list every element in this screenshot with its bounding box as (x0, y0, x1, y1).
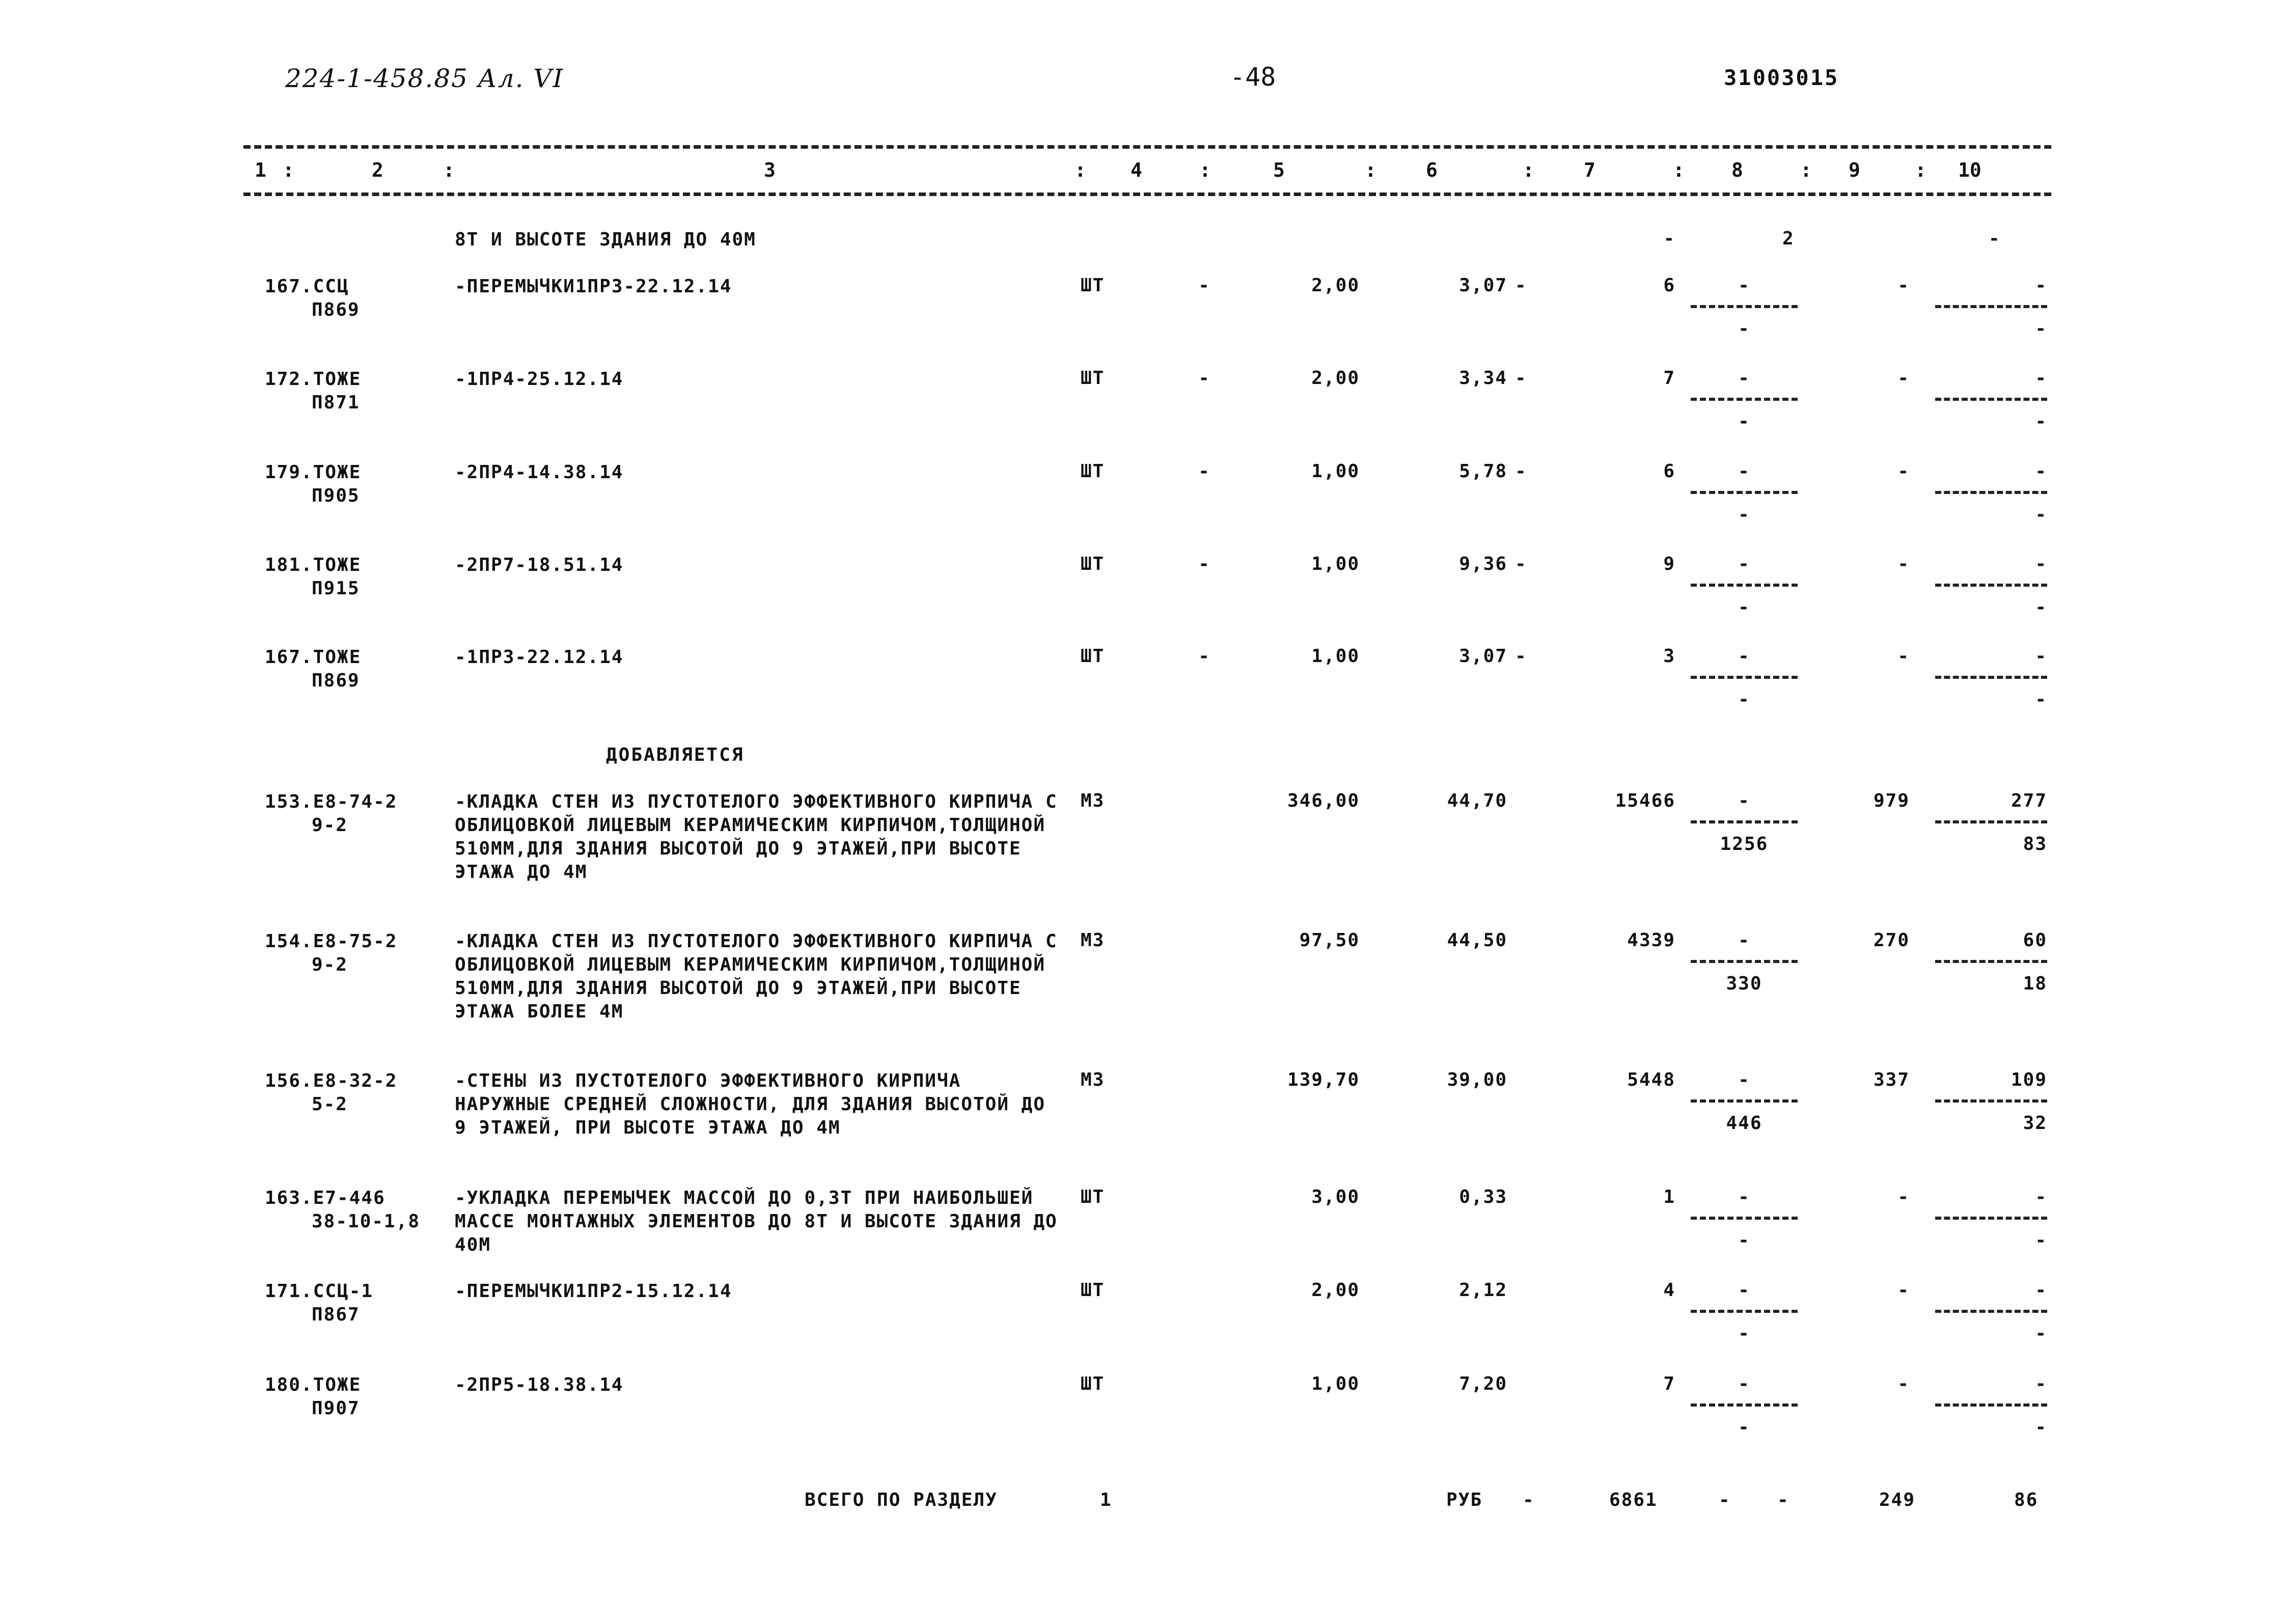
col-sep: : (1075, 159, 1086, 181)
row-unit: М3 (1081, 1069, 1105, 1090)
row-code-line1: 167.ССЦ (265, 276, 349, 297)
row-code (265, 275, 360, 322)
col-sep: : (1915, 159, 1926, 181)
row-col9: 979 (1873, 790, 1910, 811)
fraction-top: - (1738, 646, 1750, 667)
continuation-c8: - (1663, 228, 1675, 249)
total-label: ВСЕГО ПО РАЗДЕЛУ (805, 1490, 998, 1510)
fraction-top: - (1738, 461, 1750, 482)
row-quantity: 1,00 (1311, 646, 1360, 667)
row-unit-price: 9,36 (1459, 554, 1507, 574)
row-unit-price: 2,12 (1459, 1280, 1507, 1301)
row-total-cost: 7 (1663, 1373, 1675, 1394)
row-code-line2: 9-2 (312, 815, 348, 836)
row-fraction-col10 (1935, 1373, 2047, 1438)
col-sep: : (1673, 159, 1685, 181)
fraction-top: - (2035, 1280, 2047, 1301)
row-col9: - (1897, 461, 1910, 482)
row-price-dash: - (1515, 554, 1527, 574)
row-total-cost: 4339 (1627, 930, 1675, 951)
fraction-rule (1935, 1217, 2047, 1220)
row-code-line2: 38-10-1,8 (312, 1211, 421, 1232)
fraction-rule (1691, 960, 1798, 963)
row-description: -ПЕРЕМЫЧКИ1ПР3-22.12.14 (455, 276, 732, 297)
row-unit-price: 3,07 (1459, 646, 1507, 667)
row-unit: ШТ (1081, 1373, 1105, 1394)
row-code-line2: П869 (312, 670, 360, 691)
col-num-1: 1 (255, 159, 266, 181)
row-description: -2ПР5-18.38.14 (455, 1374, 624, 1395)
row-code (265, 1069, 397, 1116)
fraction-top: - (1738, 1069, 1750, 1090)
row-quantity: 1,00 (1311, 554, 1360, 574)
fraction-top: 60 (2023, 930, 2047, 951)
row-price-dash: - (1515, 646, 1527, 667)
row-quantity: 3,00 (1311, 1187, 1360, 1207)
row-col5: - (1198, 461, 1210, 482)
row-unit: ШТ (1081, 554, 1105, 574)
continuation-c11: - (1989, 228, 2001, 249)
col-num-10: 10 (1958, 159, 1981, 181)
fraction-top: - (1738, 275, 1750, 296)
row-code-line2: 9-2 (312, 954, 348, 975)
fraction-rule (1935, 820, 2047, 823)
fraction-rule (1691, 1310, 1798, 1313)
row-code (265, 790, 397, 837)
row-fraction-col8 (1681, 368, 1808, 432)
row-code-line1: 179.ТОЖЕ (265, 462, 362, 483)
row-col9: - (1897, 368, 1910, 389)
fraction-top: - (1738, 790, 1750, 811)
fraction-bottom: 1256 (1720, 834, 1769, 855)
fraction-bottom: - (2035, 411, 2047, 432)
row-fraction-col10 (1935, 930, 2047, 994)
fraction-top: - (1738, 1187, 1750, 1207)
row-code (265, 646, 361, 693)
fraction-rule (1935, 676, 2047, 679)
row-fraction-col10 (1935, 1187, 2047, 1251)
col-sep: : (1199, 159, 1211, 181)
row-unit-price: 7,20 (1459, 1373, 1507, 1394)
col-num-3: 3 (764, 159, 776, 181)
fraction-bottom: - (2035, 597, 2047, 618)
continuation-c9: 2 (1782, 228, 1795, 249)
row-unit: ШТ (1081, 275, 1105, 296)
row-col9: - (1897, 275, 1910, 296)
row-code (265, 1280, 373, 1327)
row-description: -1ПР4-25.12.14 (455, 369, 624, 390)
col-num-2: 2 (372, 159, 383, 181)
row-code-line1: 181.ТОЖЕ (265, 555, 362, 575)
row-fraction-col8 (1681, 275, 1808, 339)
document-code: 31003015 (1724, 65, 1839, 90)
row-fraction-col8 (1681, 1280, 1808, 1344)
col-sep: : (283, 159, 294, 181)
row-unit: ШТ (1081, 368, 1105, 389)
fraction-rule (1935, 398, 2047, 401)
row-unit-price: 3,07 (1459, 275, 1507, 296)
row-fraction-col8 (1681, 554, 1808, 618)
row-col5: - (1198, 275, 1210, 296)
total-c10: 249 (1879, 1490, 1916, 1510)
fraction-top: - (1738, 1373, 1750, 1394)
row-quantity: 139,70 (1287, 1069, 1360, 1090)
col-num-4: 4 (1131, 159, 1142, 181)
section-added-title: ДОБАВЛЯЕТСЯ (606, 745, 745, 765)
fraction-rule (1935, 960, 2047, 963)
fraction-top: - (2035, 1373, 2047, 1394)
row-description: -КЛАДКА СТЕН ИЗ ПУСТОТЕЛОГО ЭФФЕКТИВНОГО КИРПИЧА С ОБЛИЦОВКОЙ ЛИЦЕВЫМ КЕРАМИЧЕСКИМ КИРПИЧОМ,ТОЛЩИНОЙ 510ММ,ДЛЯ ЗДАНИЯ ВЫСОТОЙ ДО 9 ЭТАЖЕЙ,ПРИ ВЫСОТЕ ЭТАЖА ДО 4М (455, 791, 1058, 883)
document-designation: 224-1-458.85 Ал. VI (285, 64, 564, 93)
fraction-top: - (1738, 368, 1750, 389)
fraction-rule (1691, 1217, 1798, 1220)
col-num-7: 7 (1584, 159, 1595, 181)
fraction-rule (1691, 305, 1798, 308)
row-description: -2ПР7-18.51.14 (455, 555, 624, 575)
fraction-bottom: - (2035, 1230, 2047, 1251)
fraction-rule (1935, 1099, 2047, 1103)
fraction-bottom: - (1738, 411, 1750, 432)
row-fraction-col10 (1935, 646, 2047, 710)
col-num-5: 5 (1273, 159, 1285, 181)
row-fraction-col8 (1681, 1069, 1808, 1134)
row-code-line1: 153.Е8-74-2 (265, 791, 398, 812)
row-col5: - (1198, 646, 1210, 667)
row-description: -1ПР3-22.12.14 (455, 647, 624, 668)
col-sep: : (1523, 159, 1534, 181)
fraction-rule (1691, 398, 1798, 401)
row-price-dash: - (1515, 461, 1527, 482)
row-code-line2: П907 (312, 1398, 360, 1419)
row-quantity: 2,00 (1311, 1280, 1360, 1301)
row-fraction-col8 (1681, 646, 1808, 710)
row-code (265, 368, 361, 415)
row-unit-price: 44,50 (1447, 930, 1507, 951)
row-col9: - (1897, 554, 1910, 574)
row-code (265, 1187, 420, 1233)
page-number: -48 (1230, 62, 1276, 92)
fraction-rule (1691, 1099, 1798, 1103)
row-description: -ПЕРЕМЫЧКИ1ПР2-15.12.14 (455, 1281, 732, 1302)
row-code-line2: П915 (312, 578, 360, 599)
row-quantity: 1,00 (1311, 461, 1360, 482)
row-fraction-col8 (1681, 1187, 1808, 1251)
row-unit: ШТ (1081, 646, 1105, 667)
row-code-line1: 163.Е7-446 (265, 1188, 386, 1208)
row-total-cost: 5448 (1627, 1069, 1675, 1090)
row-fraction-col10 (1935, 275, 2047, 339)
row-description: -КЛАДКА СТЕН ИЗ ПУСТОТЕЛОГО ЭФФЕКТИВНОГО КИРПИЧА С ОБЛИЦОВКОЙ ЛИЦЕВЫМ КЕРАМИЧЕСКИМ КИРПИЧОМ,ТОЛЩИНОЙ 510ММ,ДЛЯ ЗДАНИЯ ВЫСОТОЙ ДО 9 ЭТАЖЕЙ,ПРИ ВЫСОТЕ ЭТАЖА БОЛЕЕ 4М (455, 931, 1058, 1022)
row-code-line1: 156.Е8-32-2 (265, 1070, 398, 1091)
total-unit: РУБ (1446, 1490, 1483, 1510)
row-code-line1: 171.ССЦ-1 (265, 1281, 374, 1302)
row-quantity: 2,00 (1311, 275, 1360, 296)
fraction-rule (1691, 820, 1798, 823)
row-fraction-col8 (1681, 1373, 1808, 1438)
fraction-top: - (2035, 368, 2047, 389)
row-unit-price: 3,34 (1459, 368, 1507, 389)
fraction-bottom: - (1738, 689, 1750, 710)
col-num-8: 8 (1731, 159, 1743, 181)
row-fraction-col8 (1681, 790, 1808, 855)
row-code-line1: 154.Е8-75-2 (265, 931, 398, 952)
row-total-cost: 9 (1663, 554, 1675, 574)
fraction-top: - (1738, 554, 1750, 574)
fraction-rule (1935, 584, 2047, 587)
row-quantity: 346,00 (1287, 790, 1360, 811)
fraction-top: - (1738, 1280, 1750, 1301)
fraction-rule (1691, 491, 1798, 494)
fraction-rule (1691, 584, 1798, 587)
row-code-line1: 172.ТОЖЕ (265, 369, 362, 390)
fraction-bottom: - (1738, 504, 1750, 525)
fraction-bottom: 446 (1726, 1113, 1763, 1134)
fraction-bottom: - (2035, 318, 2047, 339)
fraction-top: - (1738, 930, 1750, 951)
fraction-bottom: - (2035, 689, 2047, 710)
fraction-rule (1935, 491, 2047, 494)
fraction-bottom: 18 (2023, 973, 2047, 994)
row-price-dash: - (1515, 275, 1527, 296)
total-dash: - (1523, 1490, 1535, 1510)
total-dash: - (1777, 1490, 1790, 1510)
row-total-cost: 1 (1663, 1187, 1675, 1207)
row-col9: 337 (1873, 1069, 1910, 1090)
fraction-top: - (2035, 275, 2047, 296)
row-unit-price: 39,00 (1447, 1069, 1507, 1090)
row-col9: 270 (1873, 930, 1910, 951)
row-total-cost: 6 (1663, 275, 1675, 296)
row-total-cost: 3 (1663, 646, 1675, 667)
row-code-line1: 180.ТОЖЕ (265, 1374, 362, 1395)
col-sep: : (1365, 159, 1376, 181)
fraction-rule (1935, 1310, 2047, 1313)
total-col4: 1 (1100, 1490, 1112, 1510)
row-fraction-col10 (1935, 790, 2047, 855)
row-code-line2: П867 (312, 1304, 360, 1325)
total-c11: 86 (2014, 1490, 2039, 1510)
row-unit-price: 0,33 (1459, 1187, 1507, 1207)
row-code-line2: П905 (312, 485, 360, 506)
row-unit-price: 44,70 (1447, 790, 1507, 811)
row-description: -УКЛАДКА ПЕРЕМЫЧЕК МАССОЙ ДО 0,3Т ПРИ НАИБОЛЬШЕЙ МАССЕ МОНТАЖНЫХ ЭЛЕМЕНТОВ ДО 8Т И ВЫСОТЕ ЗДАНИЯ ДО 40М (455, 1188, 1058, 1255)
fraction-bottom: - (1738, 318, 1750, 339)
row-unit: ШТ (1081, 1280, 1105, 1301)
row-code (265, 1373, 361, 1420)
row-unit: ШТ (1081, 1187, 1105, 1207)
row-col5: - (1198, 554, 1210, 574)
row-quantity: 97,50 (1299, 930, 1360, 951)
row-unit: М3 (1081, 790, 1105, 811)
col-num-9: 9 (1849, 159, 1860, 181)
col-num-6: 6 (1426, 159, 1438, 181)
row-code-line2: 5-2 (312, 1094, 348, 1115)
fraction-top: - (2035, 646, 2047, 667)
row-unit-price: 5,78 (1459, 461, 1507, 482)
total-dash: - (1719, 1490, 1731, 1510)
fraction-top: - (2035, 1187, 2047, 1207)
row-fraction-col10 (1935, 1069, 2047, 1134)
fraction-bottom: 330 (1726, 973, 1763, 994)
row-unit: ШТ (1081, 461, 1105, 482)
row-fraction-col10 (1935, 368, 2047, 432)
row-quantity: 1,00 (1311, 1373, 1360, 1394)
row-fraction-col10 (1935, 1280, 2047, 1344)
fraction-rule (1935, 1403, 2047, 1407)
fraction-bottom: 83 (2023, 834, 2047, 855)
row-description: -2ПР4-14.38.14 (455, 462, 624, 483)
continuation-text: 8Т И ВЫСОТЕ ЗДАНИЯ ДО 40М (455, 229, 756, 250)
row-col5: - (1198, 368, 1210, 389)
row-total-cost: 7 (1663, 368, 1675, 389)
row-col9: - (1897, 1280, 1910, 1301)
header-rule-top (243, 145, 2051, 149)
total-sum: 6861 (1609, 1490, 1658, 1510)
row-price-dash: - (1515, 368, 1527, 389)
row-code (265, 930, 397, 977)
col-sep: : (443, 159, 455, 181)
fraction-rule (1935, 305, 2047, 308)
header-rule-bottom (243, 192, 2051, 196)
col-sep: : (1800, 159, 1812, 181)
fraction-bottom: - (1738, 597, 1750, 618)
row-col9: - (1897, 1373, 1910, 1394)
row-fraction-col10 (1935, 554, 2047, 618)
fraction-bottom: - (1738, 1230, 1750, 1251)
fraction-bottom: - (2035, 1323, 2047, 1344)
row-total-cost: 6 (1663, 461, 1675, 482)
fraction-top: - (2035, 461, 2047, 482)
fraction-top: 277 (2011, 790, 2047, 811)
row-total-cost: 4 (1663, 1280, 1675, 1301)
row-description: -СТЕНЫ ИЗ ПУСТОТЕЛОГО ЭФФЕКТИВНОГО КИРПИЧА НАРУЖНЫЕ СРЕДНЕЙ СЛОЖНОСТИ, ДЛЯ ЗДАНИЯ ВЫСОТОЙ ДО 9 ЭТАЖЕЙ, ПРИ ВЫСОТЕ ЭТАЖА ДО 4М (455, 1070, 1046, 1138)
row-total-cost: 15466 (1615, 790, 1675, 811)
row-quantity: 2,00 (1311, 368, 1360, 389)
fraction-bottom: - (1738, 1323, 1750, 1344)
fraction-rule (1691, 1403, 1798, 1407)
row-col9: - (1897, 646, 1910, 667)
row-code (265, 461, 361, 508)
row-code-line1: 167.ТОЖЕ (265, 647, 362, 668)
row-unit: М3 (1081, 930, 1105, 951)
row-code-line2: П871 (312, 392, 360, 413)
fraction-bottom: - (2035, 504, 2047, 525)
fraction-bottom: 32 (2023, 1113, 2047, 1134)
fraction-top: 109 (2011, 1069, 2047, 1090)
row-code (265, 554, 361, 600)
fraction-rule (1691, 676, 1798, 679)
row-fraction-col8 (1681, 930, 1808, 994)
fraction-bottom: - (2035, 1417, 2047, 1438)
row-code-line2: П869 (312, 299, 360, 320)
fraction-top: - (2035, 554, 2047, 574)
fraction-bottom: - (1738, 1417, 1750, 1438)
row-fraction-col8 (1681, 461, 1808, 525)
row-col9: - (1897, 1187, 1910, 1207)
row-fraction-col10 (1935, 461, 2047, 525)
